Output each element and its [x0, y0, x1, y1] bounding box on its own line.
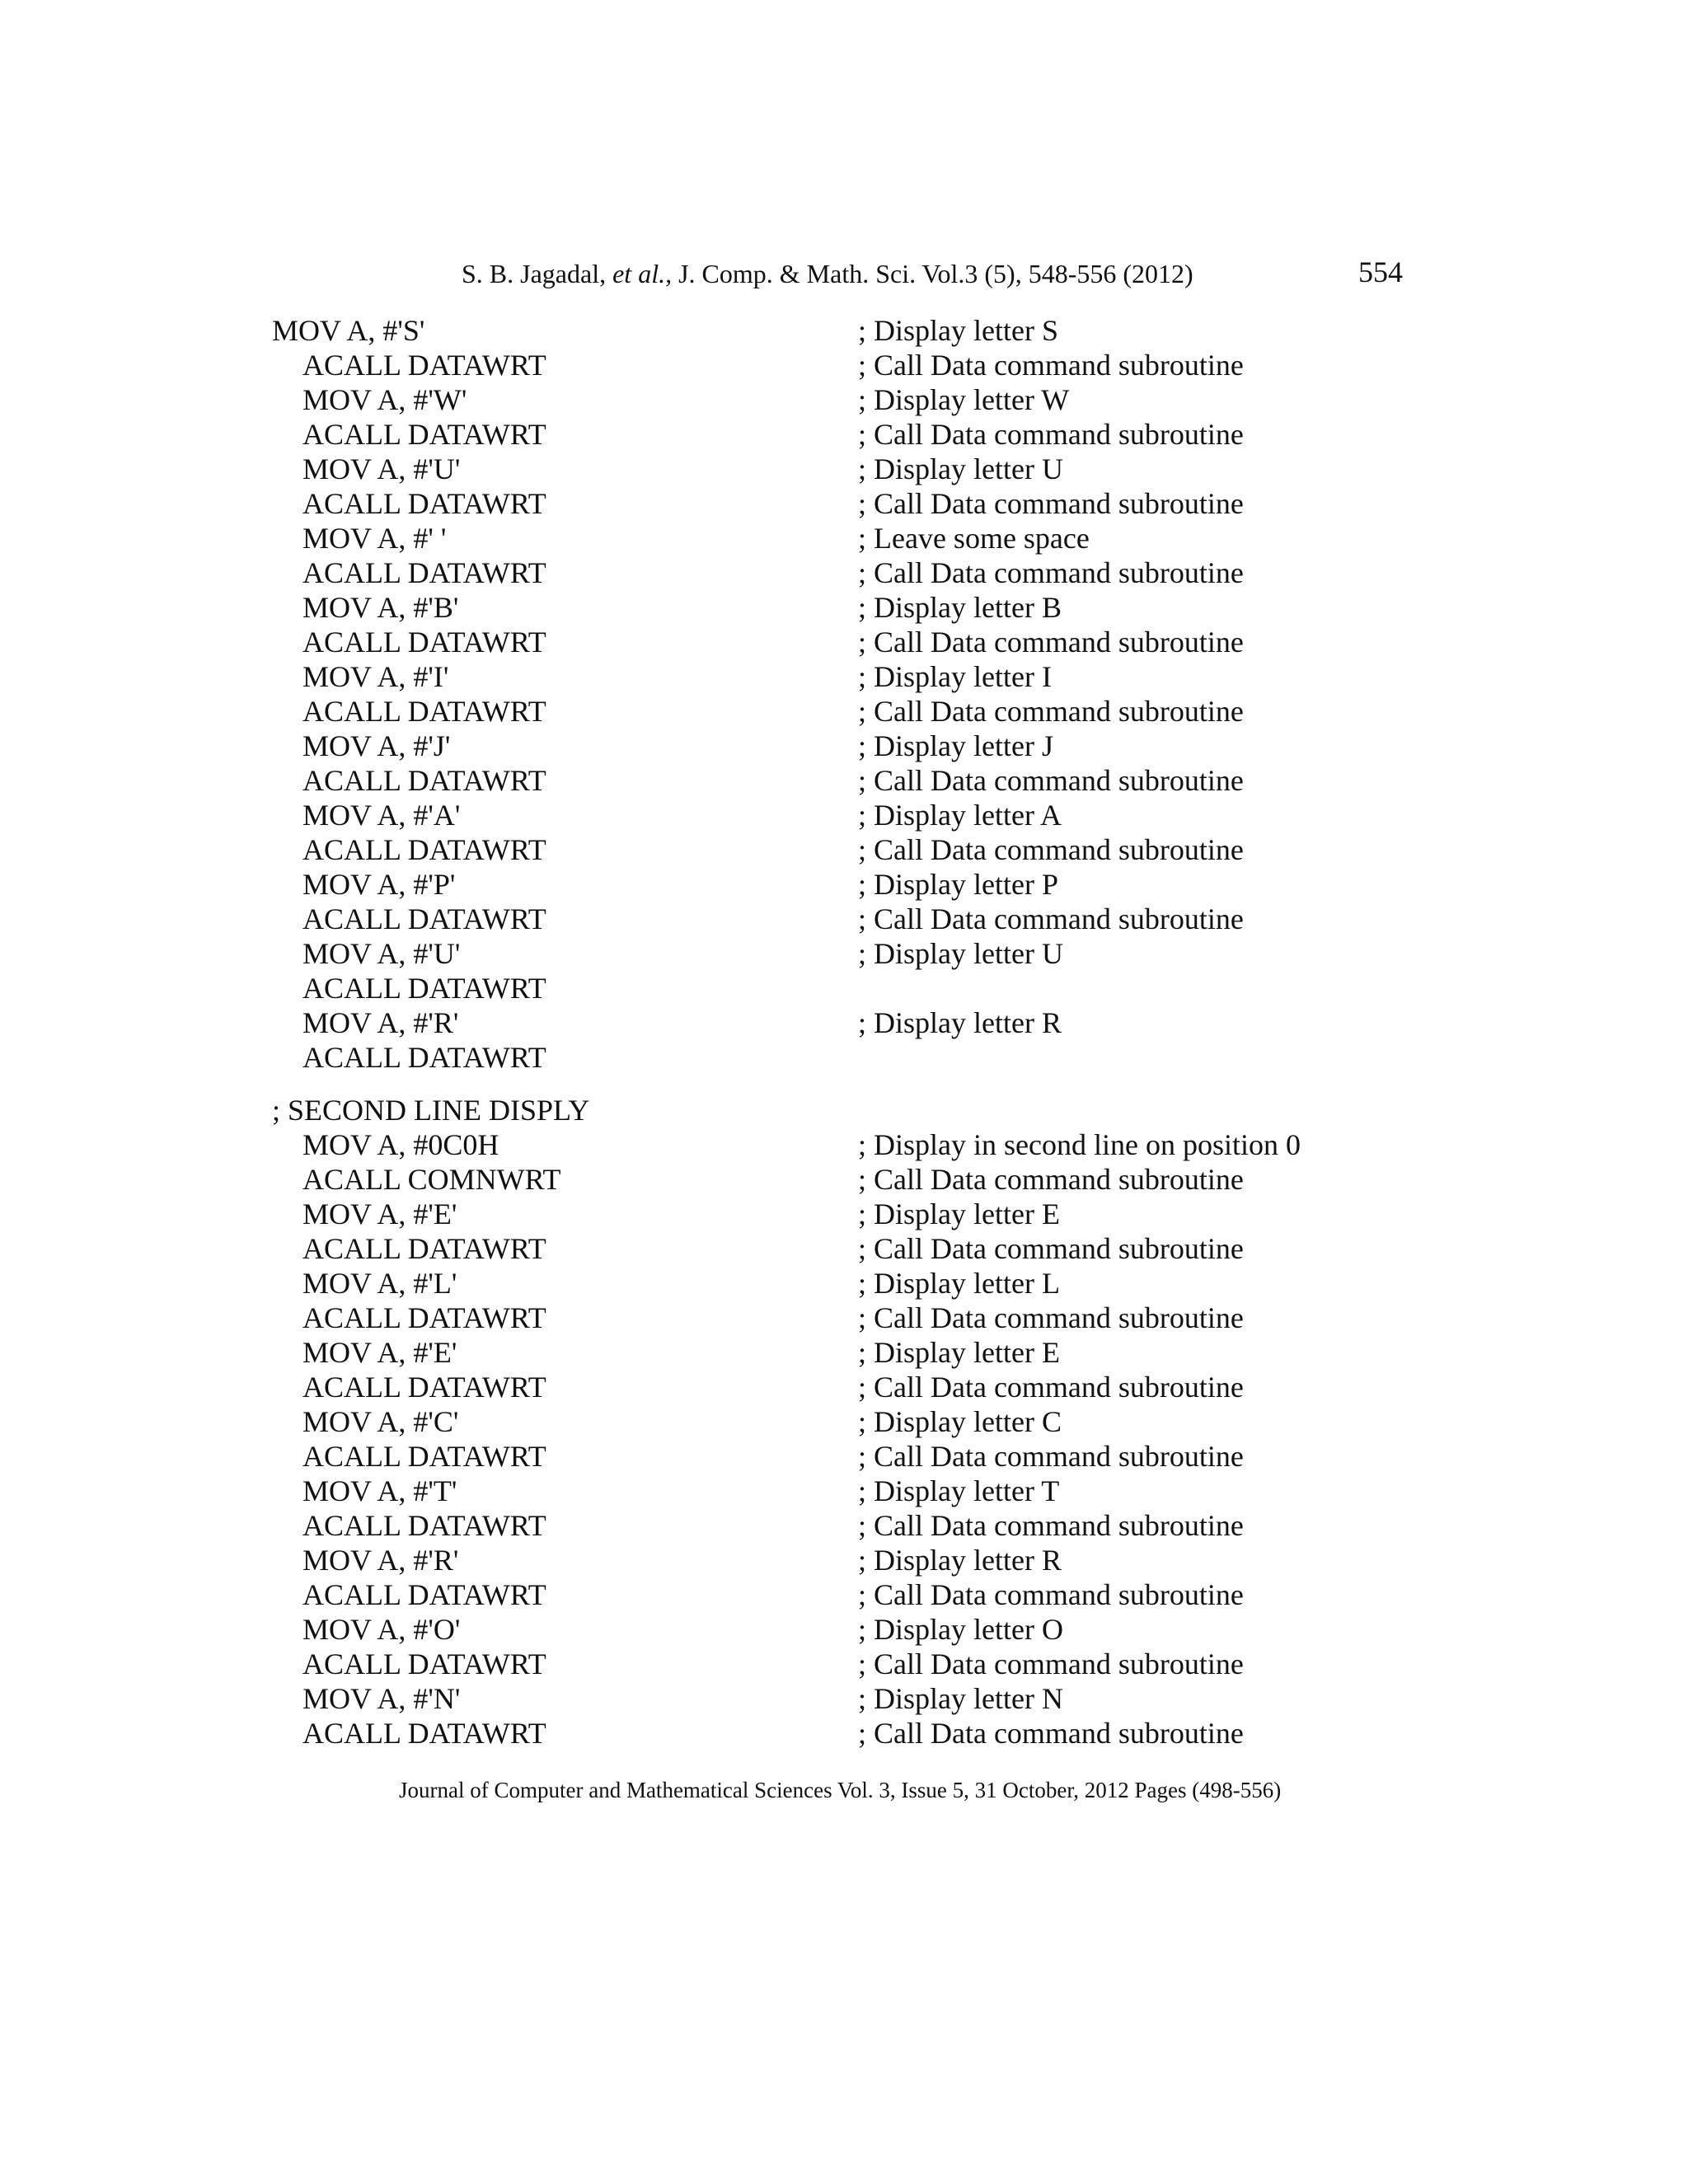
code-instruction: ACALL DATAWRT	[302, 349, 546, 382]
code-line	[272, 486, 1426, 521]
code-instruction: ACALL DATAWRT	[302, 1647, 546, 1680]
code-instruction: ACALL DATAWRT	[302, 902, 546, 935]
code-comment: ; Display letter A	[858, 799, 1062, 832]
code-comment: ; Display letter T	[858, 1474, 1060, 1507]
code-line	[272, 1508, 1426, 1543]
code-line	[272, 1005, 1426, 1040]
code-listing-first-line-part	[272, 313, 1426, 1075]
code-instruction: ACALL DATAWRT	[302, 1440, 546, 1473]
code-line	[272, 1647, 1426, 1681]
code-comment: ; Call Data command subroutine	[858, 556, 1244, 589]
code-comment: ; Call Data command subroutine	[858, 833, 1244, 866]
code-instruction: ACALL DATAWRT	[302, 556, 546, 589]
running-head-etal: et al.,	[612, 259, 673, 288]
code-instruction: MOV A, #'U'	[302, 937, 461, 970]
code-line	[272, 659, 1426, 694]
journal-footer: Journal of Computer and Mathematical Sciences Vol. 3, Issue 5, 31 October, 2012 Pages (498-556)	[399, 1778, 1282, 1802]
code-instruction: MOV A, #'E'	[302, 1336, 457, 1369]
code-comment: ; Display letter N	[858, 1682, 1063, 1715]
code-comment: ; Call Data command subroutine	[858, 1232, 1244, 1265]
code-line	[272, 1716, 1426, 1750]
code-comment: ; Call Data command subroutine	[858, 626, 1244, 658]
code-line	[272, 452, 1426, 486]
code-instruction: ACALL DATAWRT	[302, 1232, 546, 1265]
code-comment: ; Call Data command subroutine	[858, 902, 1244, 935]
code-line	[272, 971, 1426, 1005]
code-instruction: MOV A, #'E'	[302, 1197, 457, 1230]
code-comment: ; Call Data command subroutine	[858, 487, 1244, 520]
code-listing	[272, 313, 1426, 1750]
code-instruction: MOV A, #'T'	[302, 1474, 457, 1507]
code-line	[272, 729, 1426, 763]
code-comment: ; Call Data command subroutine	[858, 418, 1244, 451]
code-instruction: MOV A, #'I'	[302, 660, 449, 693]
code-comment: ; Display letter E	[858, 1197, 1060, 1230]
code-line	[272, 1439, 1426, 1474]
code-line	[272, 1474, 1426, 1508]
code-line	[272, 417, 1426, 452]
code-line	[272, 798, 1426, 832]
code-comment: ; Call Data command subroutine	[858, 349, 1244, 382]
code-comment: ; Call Data command subroutine	[858, 1578, 1244, 1611]
code-instruction: MOV A, #'A'	[302, 799, 461, 832]
code-line	[272, 1681, 1426, 1716]
code-instruction: ACALL DATAWRT	[302, 695, 546, 728]
running-head-journal: J. Comp. & Math. Sci. Vol.3 (5), 548-556 (2012)	[678, 259, 1193, 288]
code-instruction: ACALL DATAWRT	[302, 833, 546, 866]
code-line	[272, 625, 1426, 659]
code-instruction: ACALL DATAWRT	[302, 1717, 546, 1750]
code-instruction: MOV A, #'C'	[302, 1405, 459, 1438]
code-comment: ; Display letter S	[858, 314, 1058, 347]
code-instruction: ACALL DATAWRT	[302, 418, 546, 451]
code-comment: ; Call Data command subroutine	[858, 695, 1244, 728]
code-instruction: MOV A, #'R'	[302, 1006, 459, 1039]
section-heading: ; SECOND LINE DISPLY	[272, 1094, 590, 1127]
code-comment: ; Call Data command subroutine	[858, 1163, 1244, 1196]
code-comment: ; Call Data command subroutine	[858, 764, 1244, 797]
code-comment: ; Call Data command subroutine	[858, 1371, 1244, 1404]
code-line	[272, 1301, 1426, 1335]
code-instruction: MOV A, #'P'	[302, 868, 456, 901]
code-comment: ; Display letter I	[858, 660, 1052, 693]
code-comment: ; Display letter J	[858, 729, 1053, 762]
code-instruction: ACALL DATAWRT	[302, 1578, 546, 1611]
code-line	[272, 1197, 1426, 1231]
code-instruction: MOV A, #'N'	[302, 1682, 461, 1715]
code-line	[272, 694, 1426, 729]
code-line	[272, 1404, 1426, 1439]
code-instruction: ACALL DATAWRT	[302, 764, 546, 797]
code-comment: ; Display letter P	[858, 868, 1058, 901]
code-line	[272, 1231, 1426, 1266]
running-head-authors: S. B. Jagadal,	[462, 259, 607, 288]
code-comment: ; Call Data command subroutine	[858, 1301, 1244, 1334]
code-instruction: MOV A, #'L'	[302, 1267, 457, 1300]
running-head	[462, 257, 1193, 290]
section-heading-line	[272, 1093, 1426, 1127]
page-number: 554	[1358, 255, 1403, 288]
code-line	[272, 1162, 1426, 1197]
code-line	[272, 763, 1426, 798]
code-line	[272, 1266, 1426, 1301]
code-comment: ; Display letter R	[858, 1544, 1062, 1577]
code-instruction: ACALL COMNWRT	[302, 1163, 561, 1196]
code-comment: ; Display letter O	[858, 1613, 1063, 1646]
code-line	[272, 1370, 1426, 1404]
code-line	[272, 1577, 1426, 1612]
code-line	[272, 313, 1426, 348]
code-line	[272, 348, 1426, 382]
code-line	[272, 382, 1426, 417]
code-comment: ; Call Data command subroutine	[858, 1717, 1244, 1750]
code-comment: ; Call Data command subroutine	[858, 1509, 1244, 1542]
code-line	[272, 902, 1426, 936]
section-gap	[272, 1075, 1426, 1093]
code-instruction: MOV A, #' '	[302, 522, 447, 555]
code-line	[272, 555, 1426, 590]
code-comment: ; Leave some space	[858, 522, 1090, 555]
code-line	[272, 1612, 1426, 1647]
code-comment: ; Display letter E	[858, 1336, 1060, 1369]
code-instruction: MOV A, #'J'	[302, 729, 451, 762]
code-instruction: ACALL DATAWRT	[302, 1301, 546, 1334]
code-line	[272, 936, 1426, 971]
code-comment: ; Display letter L	[858, 1267, 1060, 1300]
code-line	[272, 1127, 1426, 1162]
code-comment: ; Call Data command subroutine	[858, 1440, 1244, 1473]
code-instruction: MOV A, #'O'	[302, 1613, 461, 1646]
code-instruction: MOV A, #'W'	[302, 383, 467, 416]
code-instruction: MOV A, #0C0H	[302, 1128, 499, 1161]
code-comment: ; Display letter B	[858, 591, 1062, 624]
code-line	[272, 521, 1426, 555]
code-instruction: ACALL DATAWRT	[302, 487, 546, 520]
code-instruction: ACALL DATAWRT	[302, 626, 546, 658]
code-comment: ; Display letter R	[858, 1006, 1062, 1039]
code-comment: ; Display letter C	[858, 1405, 1062, 1438]
code-instruction: ACALL DATAWRT	[302, 1371, 546, 1404]
code-line	[272, 1335, 1426, 1370]
code-instruction: ACALL DATAWRT	[302, 972, 546, 1005]
code-instruction: MOV A, #'B'	[302, 591, 459, 624]
code-comment: ; Display in second line on position 0	[858, 1128, 1301, 1161]
code-comment: ; Display letter W	[858, 383, 1070, 416]
code-line	[272, 590, 1426, 625]
code-line	[272, 832, 1426, 867]
code-instruction: ACALL DATAWRT	[302, 1509, 546, 1542]
code-instruction: MOV A, #'U'	[302, 452, 461, 485]
code-comment: ; Call Data command subroutine	[858, 1647, 1244, 1680]
code-comment: ; Display letter U	[858, 452, 1063, 485]
code-instruction: MOV A, #'R'	[302, 1544, 459, 1577]
code-comment: ; Display letter U	[858, 937, 1063, 970]
code-instruction: MOV A, #'S'	[272, 314, 425, 347]
code-line	[272, 1040, 1426, 1075]
code-listing-second-line-part	[272, 1127, 1426, 1750]
code-line	[272, 867, 1426, 902]
code-line	[272, 1543, 1426, 1577]
code-instruction: ACALL DATAWRT	[302, 1041, 546, 1074]
